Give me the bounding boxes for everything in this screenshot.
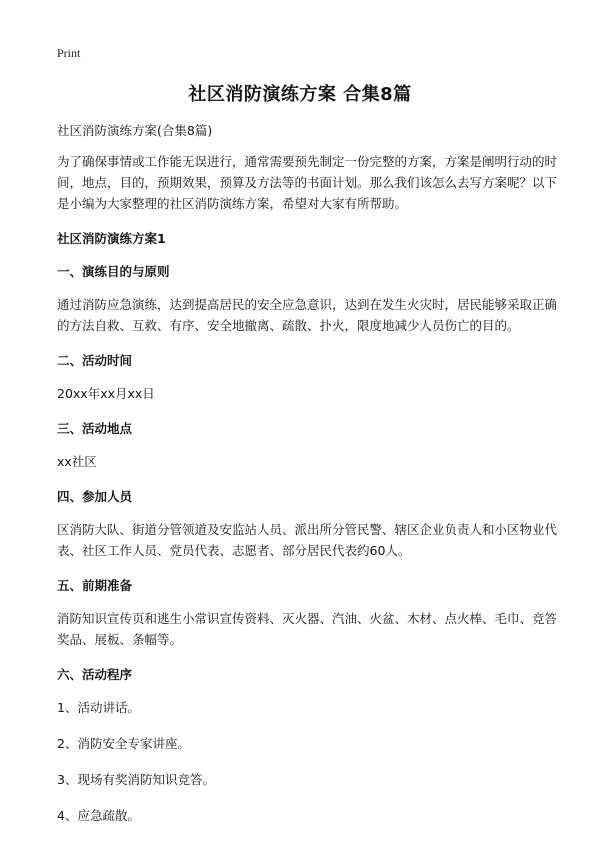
print-link[interactable]: Print (57, 46, 81, 60)
section-body-time: 20xx年xx月xx日 (57, 386, 155, 401)
plan-heading: 社区消防演练方案1 (57, 231, 166, 246)
document-body (57, 120, 557, 841)
procedure-step: 3、现场有奖消防知识竞答。 (57, 772, 215, 787)
section-body-participants: 区消防大队、街道分管领道及安监站人员、派出所分管民警、辖区企业负责人和小区物业代表、社区工作人员、党员代表、志愿者、部分居民代表约60人。 (57, 522, 558, 558)
document-title: 社区消防演练方案 合集8篇 (188, 84, 412, 105)
procedure-step: 1、活动讲话。 (57, 700, 140, 715)
section-heading-participants: 四、参加人员 (57, 489, 133, 504)
section-heading-purpose: 一、演练目的与原则 (57, 264, 170, 279)
section-heading-preparation: 五、前期准备 (57, 578, 133, 593)
document-subtitle: 社区消防演练方案(合集8篇) (57, 123, 213, 138)
section-heading-time: 二、活动时间 (57, 353, 133, 368)
procedure-step: 2、消防安全专家讲座。 (57, 736, 190, 751)
section-heading-procedure: 六、活动程序 (57, 667, 133, 682)
section-body-purpose: 通过消防应急演练，达到提高居民的安全应急意识，达到在发生火灾时，居民能够采取正确的方法自救、互救、有序、安全地撤离、疏散、扑火，限度地减少人员伤亡的目的。 (57, 297, 558, 333)
section-body-preparation: 消防知识宣传页和逃生小常识宣传资料、灭火器、汽油、火盆、木材、点火棒、毛巾、竞答奖品、展板、条幅等。 (57, 611, 558, 647)
section-heading-location: 三、活动地点 (57, 421, 133, 436)
intro-paragraph: 为了确保事情或工作能无误进行，通常需要预先制定一份完整的方案，方案是阐明行动的时间，地点，目的，预期效果，预算及方法等的书面计划。那么我们该怎么去写方案呢？以下是小编为大家整理的社区消防演练方案，希望对大家有所帮助。 (57, 154, 558, 211)
section-body-location: xx社区 (57, 454, 97, 469)
procedure-step: 4、应急疏散。 (57, 808, 140, 823)
